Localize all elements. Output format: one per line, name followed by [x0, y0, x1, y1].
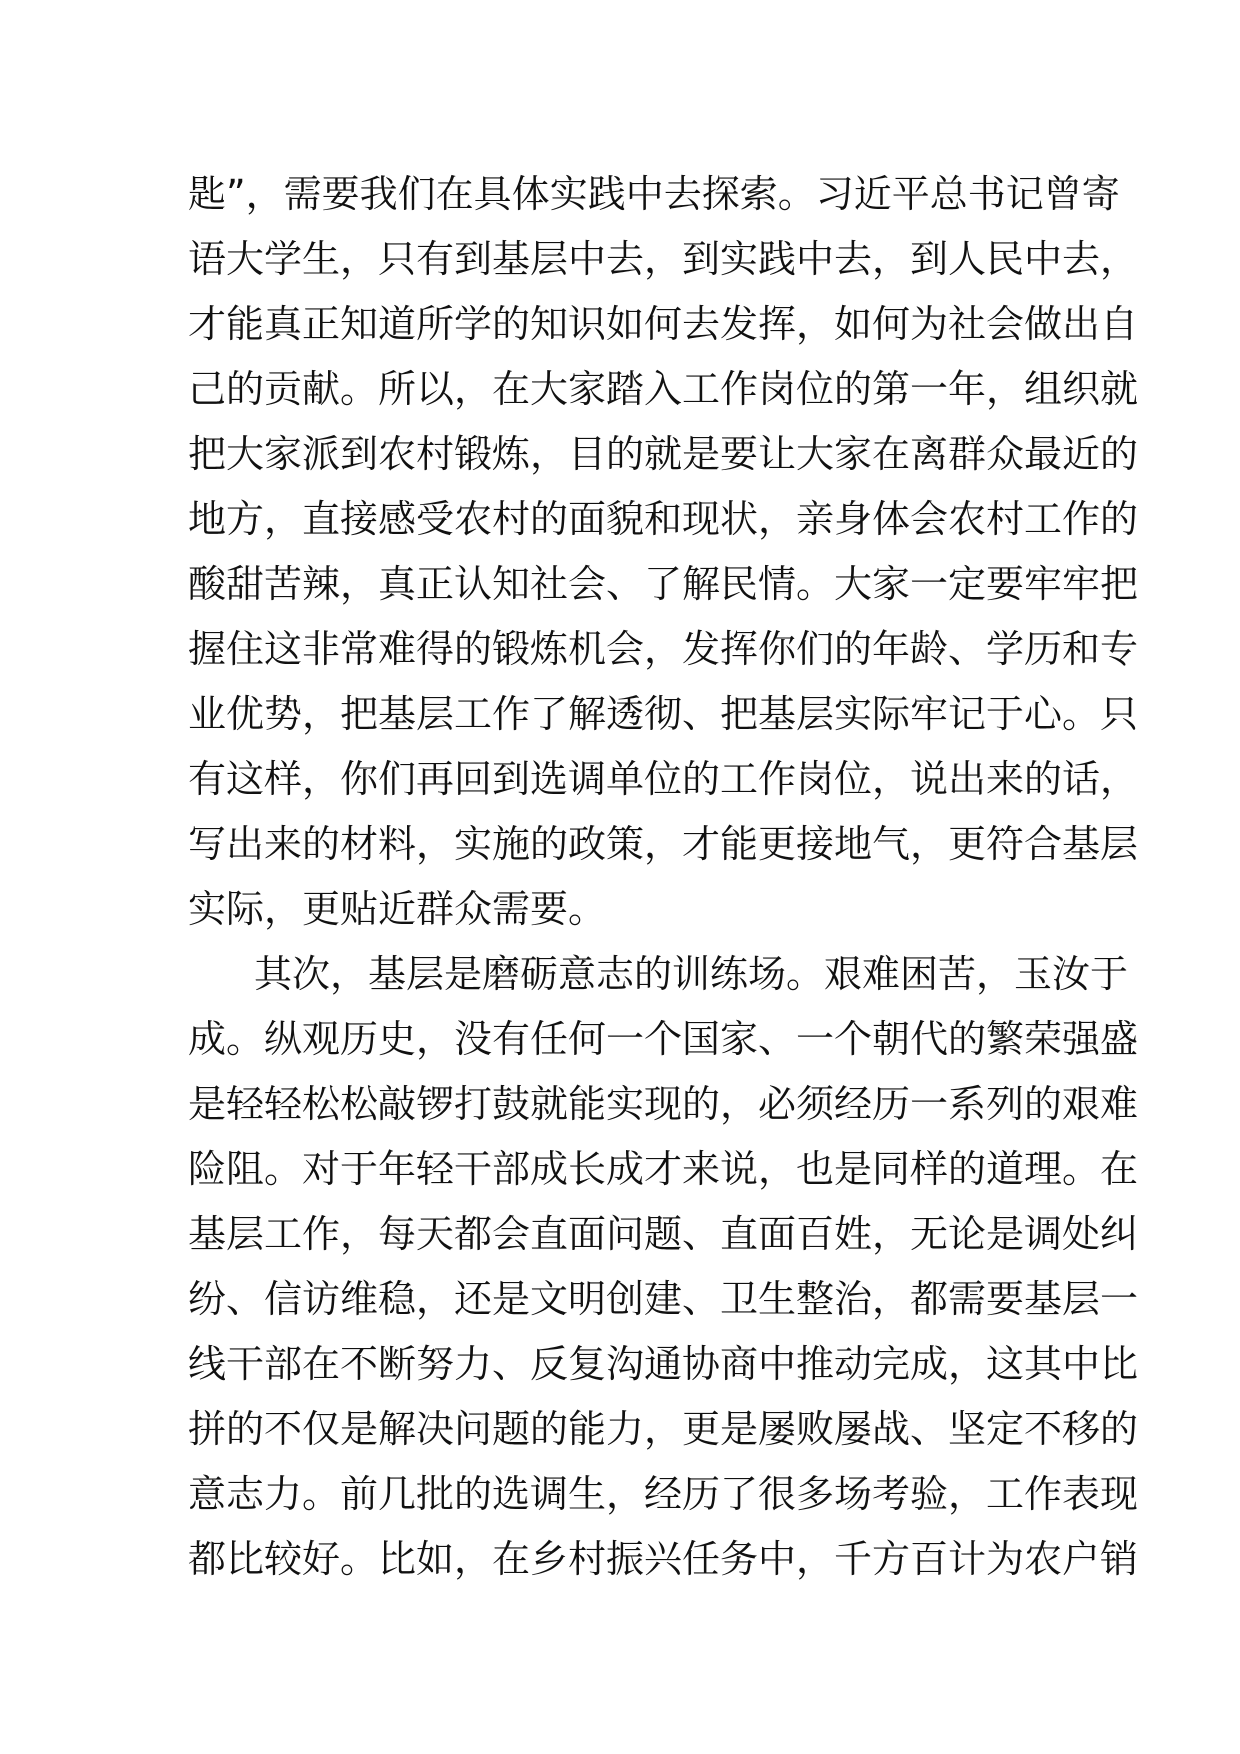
text-line: 是轻轻松松敲锣打鼓就能实现的，必须经历一系列的艰难: [188, 1082, 1139, 1126]
text-line: 握住这非常难得的锻炼机会，发挥你们的年龄、学历和专: [188, 627, 1139, 671]
text-line: 把大家派到农村锻炼，目的就是要让大家在离群众最近的: [188, 432, 1139, 476]
body-text: [188, 162, 1139, 1592]
text-line: 才能真正知道所学的知识如何去发挥，如何为社会做出自: [188, 302, 1139, 346]
text-line: 匙”，需要我们在具体实践中去探索。习近平总书记曾寄: [188, 172, 1120, 216]
text-line: 都比较好。比如，在乡村振兴任务中，千方百计为农户销: [188, 1537, 1139, 1581]
text-line: 有这样，你们再回到选调单位的工作岗位，说出来的话，: [188, 757, 1139, 801]
text-line: 险阻。对于年轻干部成长成才来说，也是同样的道理。在: [188, 1147, 1139, 1191]
text-line: 纷、信访维稳，还是文明创建、卫生整治，都需要基层一: [188, 1277, 1139, 1321]
text-line: 拼的不仅是解决问题的能力，更是屡败屡战、坚定不移的: [188, 1407, 1139, 1451]
text-line: 写出来的材料，实施的政策，才能更接地气，更符合基层: [188, 822, 1139, 866]
paragraph-end-line: 实际，更贴近群众需要。: [188, 887, 607, 931]
text-line: 基层工作，每天都会直面问题、直面百姓，无论是调处纠: [188, 1212, 1139, 1256]
text-line: 语大学生，只有到基层中去，到实践中去，到人民中去，: [188, 237, 1139, 281]
text-line: 成。纵观历史，没有任何一个国家、一个朝代的繁荣强盛: [188, 1017, 1139, 1061]
text-line: 己的贡献。所以，在大家踏入工作岗位的第一年，组织就: [188, 367, 1139, 411]
text-line: 地方，直接感受农村的面貌和现状，亲身体会农村工作的: [188, 497, 1139, 541]
text-line: 业优势，把基层工作了解透彻、把基层实际牢记于心。只: [188, 692, 1139, 736]
text-line: 线干部在不断努力、反复沟通协商中推动完成，这其中比: [188, 1342, 1139, 1386]
text-line: 酸甜苦辣，真正认知社会、了解民情。大家一定要牢牢把: [188, 562, 1139, 606]
paragraph-start-line: 其次，基层是磨砺意志的训练场。艰难困苦，玉汝于: [254, 952, 1129, 996]
text-line: 意志力。前几批的选调生，经历了很多场考验，工作表现: [188, 1472, 1139, 1516]
